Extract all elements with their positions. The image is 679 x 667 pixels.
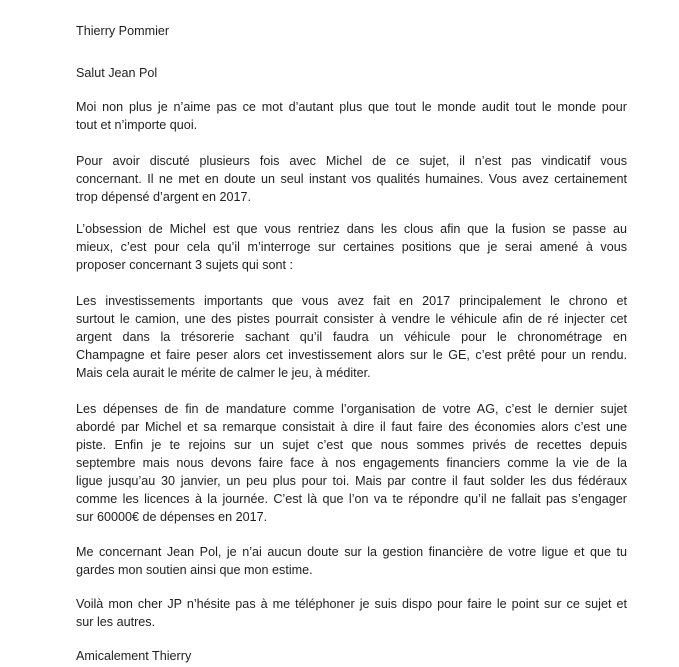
paragraph-line: Pour avoir discuté plusieurs fois avec Michel de ce sujet, il n’est pas vindicatif vous <box>76 154 627 168</box>
paragraph-line: Champagne et faire peser alors cet investissement alors sur le GE, c’est prêté pour un rendu. <box>76 348 627 362</box>
paragraph <box>76 543 627 579</box>
paragraph <box>76 152 627 206</box>
paragraph <box>76 292 627 382</box>
paragraph-line: gardes mon soutien ainsi que mon estime. <box>76 563 313 577</box>
paragraph-line: Moi non plus je n’aime pas ce mot d’autant plus que tout le monde audit tout le monde pour <box>76 100 627 114</box>
paragraph-line: comme les licences à la journée. C’est là que l’on va te répondre qu’il ne fallait pas s’engager <box>76 492 627 506</box>
paragraph <box>76 595 627 631</box>
paragraph-line: piste. Enfin je te rejoins sur un sujet c’est que nous sommes privés de recettes depuis <box>76 438 627 452</box>
paragraph-line: tout et n’importe quoi. <box>76 118 198 132</box>
paragraph-line: L’obsession de Michel est que vous rentriez dans les clous afin que la fusion se passe au <box>76 222 627 236</box>
greeting: Salut Jean Pol <box>76 66 158 80</box>
paragraph-line: proposer concernant 3 sujets qui sont : <box>76 258 294 272</box>
paragraph-line: septembre mais nous devons faire face à nos engagements financiers comme la vie de la <box>76 456 627 470</box>
paragraph-line: concernant. Il ne met en doute un seul instant vos qualités humaines. Vous avez certainement <box>76 172 627 186</box>
paragraph-line: trop dépensé d’argent en 2017. <box>76 190 252 204</box>
paragraph-line: sur 60000€ de dépenses en 2017. <box>76 510 268 524</box>
paragraph <box>76 400 627 526</box>
paragraph <box>76 98 627 134</box>
paragraph-line: abordé par Michel et sa remarque consistait à dire il faut faire des économies alors c’est une <box>76 420 627 434</box>
paragraph-line: surtout le camion, une des pistes pourrait consister à vendre le véhicule afin de ré injecter cet <box>76 312 627 326</box>
paragraph-line: sur les autres. <box>76 615 156 629</box>
paragraph-line: Mais cela aurait le mérite de calmer le jeu, à méditer. <box>76 366 371 380</box>
paragraph-line: Me concernant Jean Pol, je n’ai aucun doute sur la gestion financière de votre ligue et que tu <box>76 545 627 559</box>
paragraph <box>76 220 627 274</box>
paragraph-line: ligue jusqu’au 30 janvier, un peu plus pour toi. Mais par contre il faut solder les dus fédéraux <box>76 474 627 488</box>
closing-signature: Amicalement Thierry <box>76 649 192 663</box>
sender-name: Thierry Pommier <box>76 24 170 38</box>
paragraph-line: mieux, c’est pour cela qu’il m’interroge sur certaines positions que je serai amené à vous <box>76 240 627 254</box>
paragraph-line: Les dépenses de fin de mandature comme l’organisation de votre AG, c’est le dernier sujet <box>76 402 627 416</box>
paragraph-line: Voilà mon cher JP n’hésite pas à me téléphoner je suis dispo pour faire le point sur ce sujet et <box>76 597 627 611</box>
paragraph-line: argent dans la trésorerie sachant qu’il faudra un véhicule pour le chronométrage en <box>76 330 627 344</box>
paragraph-line: Les investissements importants que vous avez fait en 2017 principalement le chrono et <box>76 294 627 308</box>
